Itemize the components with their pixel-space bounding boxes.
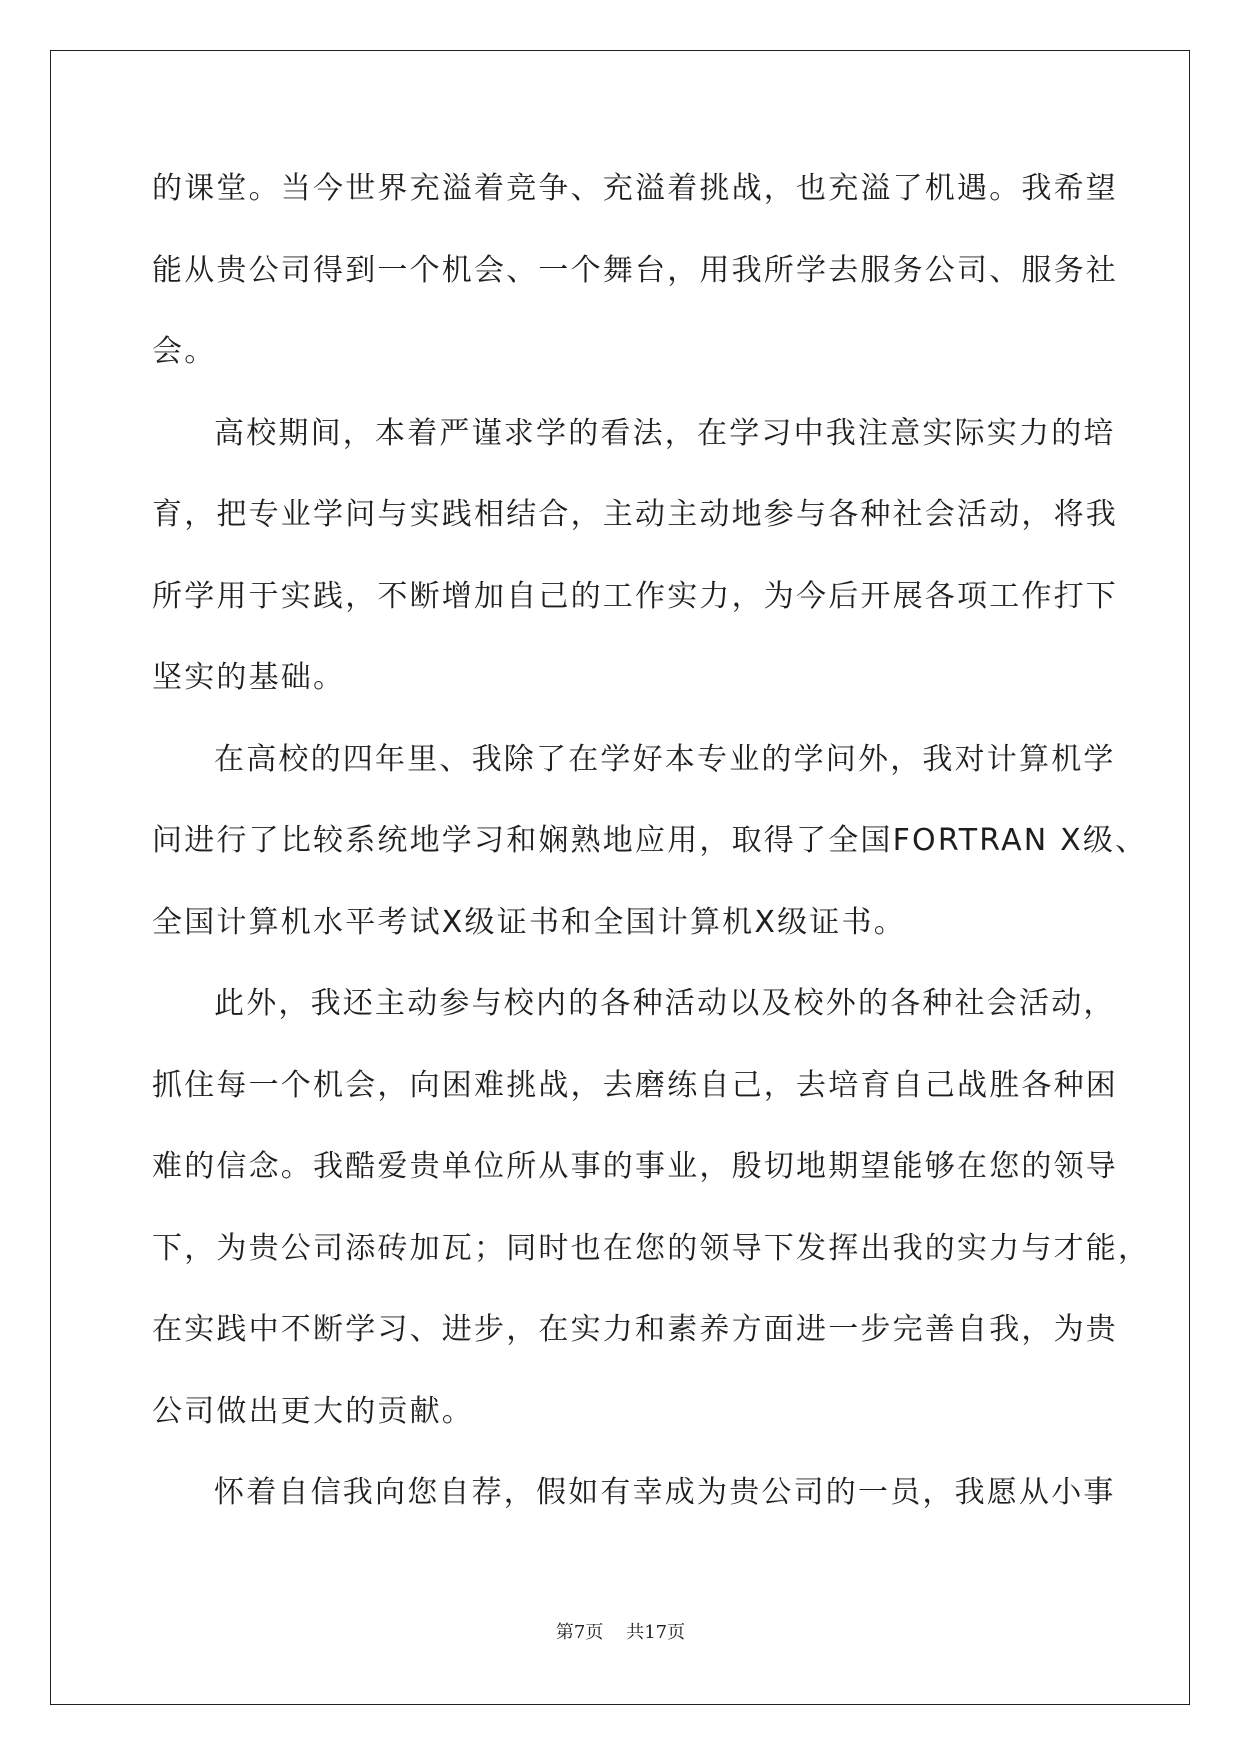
text-line: 会。 [152, 334, 217, 369]
text-line: 在实践中不断学习、进步，在实力和素养方面进一步完善自我，为贵 [152, 1312, 1118, 1347]
footer-total-prefix: 共 [626, 1622, 645, 1643]
paragraph-3 [152, 726, 1148, 971]
text-line: 能从贵公司得到一个机会、一个舞台，用我所学去服务公司、服务社 [152, 252, 1118, 288]
text-line: 全国计算机水平考试X级证书和全国计算机X级证书。 [152, 904, 906, 940]
text-line: 所学用于实践，不断增加自己的工作实力，为今后开展各项工作打下 [152, 578, 1118, 614]
footer-page-number: 7 [573, 1622, 586, 1643]
footer-page-prefix: 第 [555, 1622, 574, 1643]
text-line: 在高校的四年里、我除了在学好本专业的学问外，我对计算机学 [214, 741, 1116, 777]
text-line: 公司做出更大的贡献。 [152, 1393, 474, 1429]
text-line: 高校期间，本着严谨求学的看法，在学习中我注意实际实力的培 [214, 415, 1116, 451]
footer-page-suffix: 页 [585, 1622, 604, 1643]
text-line: 难的信念。我酷爱贵单位所从事的事业，殷切地期望能够在您的领导 [152, 1149, 1118, 1184]
text-line: 怀着自信我向您自荐，假如有幸成为贵公司的一员，我愿从小事 [214, 1475, 1116, 1510]
text-line: 此外，我还主动参与校内的各种活动以及校外的各种社会活动， [214, 986, 1116, 1021]
text-line: 的课堂。当今世界充溢着竞争、充溢着挑战，也充溢了机遇。我希望 [152, 171, 1118, 206]
footer-total-pages: 17 [644, 1622, 668, 1643]
paragraph-1 [152, 155, 1118, 400]
text-line: 育，把专业学问与实践相结合，主动主动地参与各种社会活动，将我 [152, 497, 1118, 532]
page-footer [0, 1618, 1241, 1644]
text-line: 下，为贵公司添砖加瓦；同时也在您的领导下发挥出我的实力与才能， [152, 1230, 1151, 1266]
footer-total-suffix: 页 [667, 1622, 686, 1643]
text-line: 抓住每一个机会，向困难挑战，去磨练自己，去培育自己战胜各种困 [152, 1067, 1118, 1103]
paragraph-2 [152, 400, 1118, 726]
document-body [152, 155, 1151, 1541]
text-line: 问进行了比较系统地学习和娴熟地应用，取得了全国FORTRAN X级、 [152, 823, 1148, 858]
paragraph-4 [152, 970, 1151, 1459]
text-line: 坚实的基础。 [152, 660, 346, 695]
paragraph-5 [152, 1459, 1116, 1541]
